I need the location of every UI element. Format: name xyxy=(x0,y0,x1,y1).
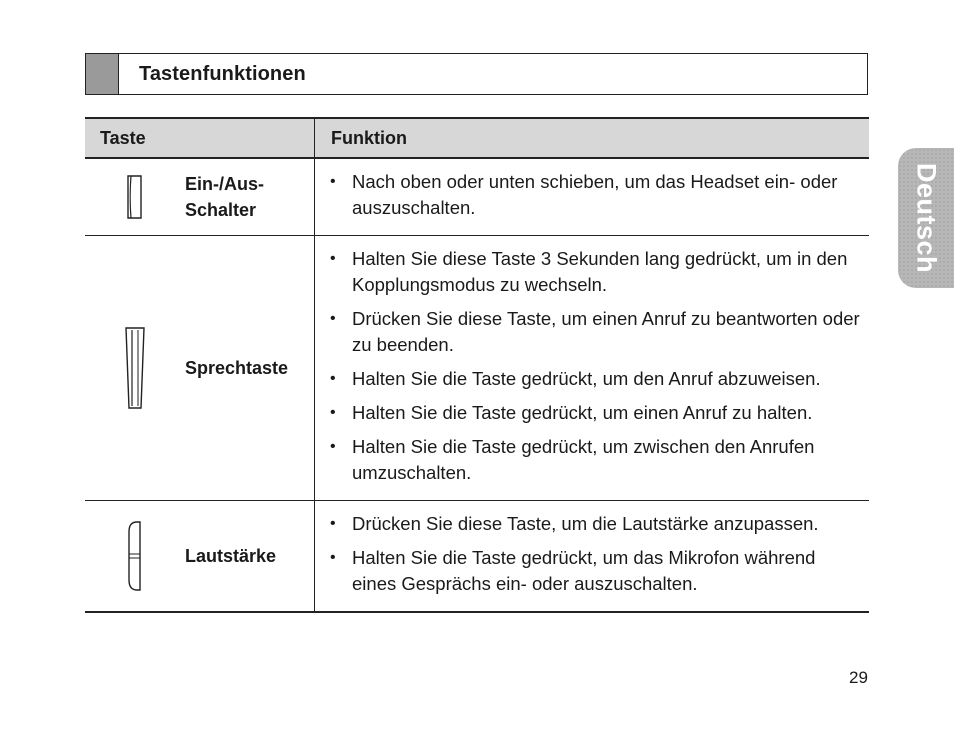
function-cell xyxy=(315,501,870,613)
key-cell xyxy=(85,158,315,236)
language-tab xyxy=(898,148,954,288)
table-row xyxy=(85,236,869,501)
function-item: • Halten Sie diese Taste 3 Sekunden lang gedrückt, um in den Kopplungsmodus zu wechseln. xyxy=(330,246,863,298)
talk-button-icon xyxy=(85,326,185,410)
section-header-swatch xyxy=(86,54,119,94)
header-function: Funktion xyxy=(315,118,870,158)
function-item: • Halten Sie die Taste gedrückt, um das Mikrofon während eines Gesprächs ein- oder auszuschalten. xyxy=(330,545,863,597)
header-key: Taste xyxy=(85,118,315,158)
key-cell xyxy=(85,236,315,501)
key-label: Sprechtaste xyxy=(185,358,289,378)
section-title: Tastenfunktionen xyxy=(139,62,306,85)
page-number: 29 xyxy=(849,668,868,687)
function-item: • Halten Sie die Taste gedrückt, um zwischen den Anrufen umzuschalten. xyxy=(330,434,863,486)
key-label: Ein-/Aus- Schalter xyxy=(185,174,264,220)
function-item: • Halten Sie die Taste gedrückt, um einen Anruf zu halten. xyxy=(330,400,863,426)
function-item: • Drücken Sie diese Taste, um einen Anruf zu beantworten oder zu beenden. xyxy=(330,306,863,358)
function-cell xyxy=(315,236,870,501)
function-item: • Nach oben oder unten schieben, um das Headset ein- oder auszuschalten. xyxy=(330,169,863,221)
table-row xyxy=(85,501,869,613)
power-switch-icon xyxy=(85,174,185,220)
section-header xyxy=(85,53,868,95)
key-label: Lautstärke xyxy=(185,546,277,566)
function-item: • Halten Sie die Taste gedrückt, um den Anruf abzuweisen. xyxy=(330,366,863,392)
key-function-table xyxy=(85,117,869,613)
language-tab-label: Deutsch xyxy=(911,162,942,274)
table-header-row xyxy=(85,118,869,158)
table-row xyxy=(85,158,869,236)
function-item: • Drücken Sie diese Taste, um die Lautstärke anzupassen. xyxy=(330,511,863,537)
key-cell xyxy=(85,501,315,613)
function-cell xyxy=(315,158,870,236)
volume-button-icon xyxy=(85,520,185,592)
